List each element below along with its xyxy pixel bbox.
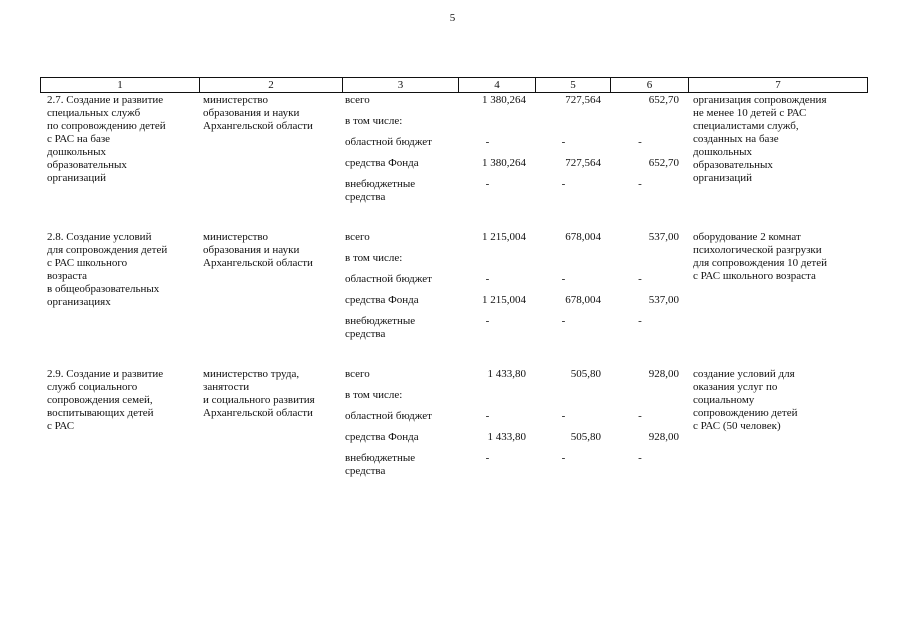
amount-value: 727,564 <box>565 157 601 169</box>
amount-value <box>615 115 683 136</box>
amount-col6 <box>609 94 687 206</box>
amount-value: - <box>485 315 490 327</box>
amount-value <box>540 252 605 273</box>
expected-result: создание условий для оказания услуг по социальному сопровождению детей с РАС (50 человек) <box>693 368 798 432</box>
amount-col6 <box>609 368 687 480</box>
header-col-2: 2 <box>199 78 342 92</box>
amount-value: 1 380,264 <box>482 94 526 106</box>
table-row <box>40 368 868 480</box>
amount-col4 <box>457 231 534 343</box>
amount-value: - <box>561 136 566 148</box>
amount-value: 537,00 <box>648 294 679 306</box>
amount-value: - <box>485 273 490 285</box>
amount-value <box>463 252 530 273</box>
executor: министерство образования и науки Архангельской области <box>203 231 313 269</box>
amount-value: 678,004 <box>565 294 601 306</box>
amount-col5 <box>534 94 609 206</box>
amount-value: - <box>485 136 490 148</box>
amount-value: - <box>561 410 566 422</box>
amount-col5 <box>534 231 609 343</box>
amount-value: - <box>561 178 566 190</box>
amount-value: 928,00 <box>648 368 679 380</box>
header-col-4: 4 <box>458 78 535 92</box>
funding-source-label: всего <box>345 94 370 106</box>
amount-value: 1 215,004 <box>482 231 526 243</box>
amount-value: - <box>638 410 642 422</box>
amount-value <box>463 389 530 410</box>
funding-source-label: в том числе: <box>345 252 403 264</box>
funding-source-label: средства Фонда <box>345 157 419 169</box>
header-col-7: 7 <box>688 78 867 92</box>
funding-sources <box>341 368 457 480</box>
amount-col4 <box>457 94 534 206</box>
amount-col6 <box>609 231 687 343</box>
funding-source-label: средства Фонда <box>345 431 419 443</box>
amount-value: 505,80 <box>570 431 601 443</box>
funding-sources <box>341 231 457 343</box>
measure-name: 2.8. Создание условий для сопровождения детей с РАС школьного возраста в общеобразовательных организациях <box>47 231 168 308</box>
funding-source-label: областной бюджет <box>345 410 432 422</box>
amount-value: 1 380,264 <box>482 157 526 169</box>
funding-source-label: областной бюджет <box>345 136 432 148</box>
funding-source-label: в том числе: <box>345 389 403 401</box>
funding-source-label: в том числе: <box>345 115 403 127</box>
amount-value: 1 433,80 <box>487 431 526 443</box>
header-col-1: 1 <box>117 79 123 91</box>
amount-value: - <box>638 273 642 285</box>
funding-source-label: всего <box>345 231 370 243</box>
amount-value: - <box>638 315 642 327</box>
amount-value: 1 433,80 <box>487 368 526 380</box>
funding-sources <box>341 94 457 206</box>
executor: министерство образования и науки Архангельской области <box>203 94 313 132</box>
amount-col4 <box>457 368 534 480</box>
measure-name: 2.9. Создание и развитие служб социального сопровождения семей, воспитывающих детей с РАС <box>47 368 164 432</box>
table-row <box>40 231 868 343</box>
funding-source-label: средства Фонда <box>345 294 419 306</box>
amount-value: - <box>485 410 490 422</box>
header-col-5: 5 <box>535 78 610 92</box>
amount-value <box>615 389 683 410</box>
amount-value: - <box>561 273 566 285</box>
table-header <box>40 77 868 93</box>
page-number: 5 <box>449 12 456 24</box>
table-row <box>40 94 868 206</box>
amount-value: 652,70 <box>648 157 679 169</box>
amount-col5 <box>534 368 609 480</box>
amount-value: 652,70 <box>648 94 679 106</box>
expected-result: организация сопровождения не менее 10 детей с РАС специалистами служб, созданных на базе дошкольных образовательных организаций <box>693 94 827 184</box>
amount-value: - <box>561 452 566 464</box>
amount-value <box>540 389 605 410</box>
funding-source-label: областной бюджет <box>345 273 432 285</box>
amount-value: - <box>485 452 490 464</box>
program-table <box>40 77 868 93</box>
amount-value <box>463 115 530 136</box>
amount-value: 928,00 <box>648 431 679 443</box>
amount-value <box>540 115 605 136</box>
funding-source-label: внебюджетные средства <box>345 178 416 203</box>
funding-source-label: всего <box>345 368 370 380</box>
amount-value: - <box>561 315 566 327</box>
amount-value: 1 215,004 <box>482 294 526 306</box>
funding-source-label: внебюджетные средства <box>345 452 416 477</box>
amount-value: 727,564 <box>565 94 601 106</box>
amount-value: - <box>485 178 490 190</box>
expected-result: оборудование 2 комнат психологической разгрузки для сопровождения 10 детей с РАС школьного возраста <box>693 231 827 282</box>
header-col-3: 3 <box>342 78 458 92</box>
amount-value: - <box>638 178 642 190</box>
executor: министерство труда, занятости и социального развития Архангельской области <box>203 368 315 419</box>
amount-value: - <box>638 136 642 148</box>
amount-value: 678,004 <box>565 231 601 243</box>
amount-value: - <box>638 452 642 464</box>
amount-value: 537,00 <box>648 231 679 243</box>
amount-value <box>615 252 683 273</box>
header-col-6: 6 <box>610 78 688 92</box>
measure-name: 2.7. Создание и развитие специальных служб по сопровождению детей с РАС на базе дошкольных образовательных организаций <box>47 94 166 184</box>
funding-source-label: внебюджетные средства <box>345 315 416 340</box>
amount-value: 505,80 <box>570 368 601 380</box>
